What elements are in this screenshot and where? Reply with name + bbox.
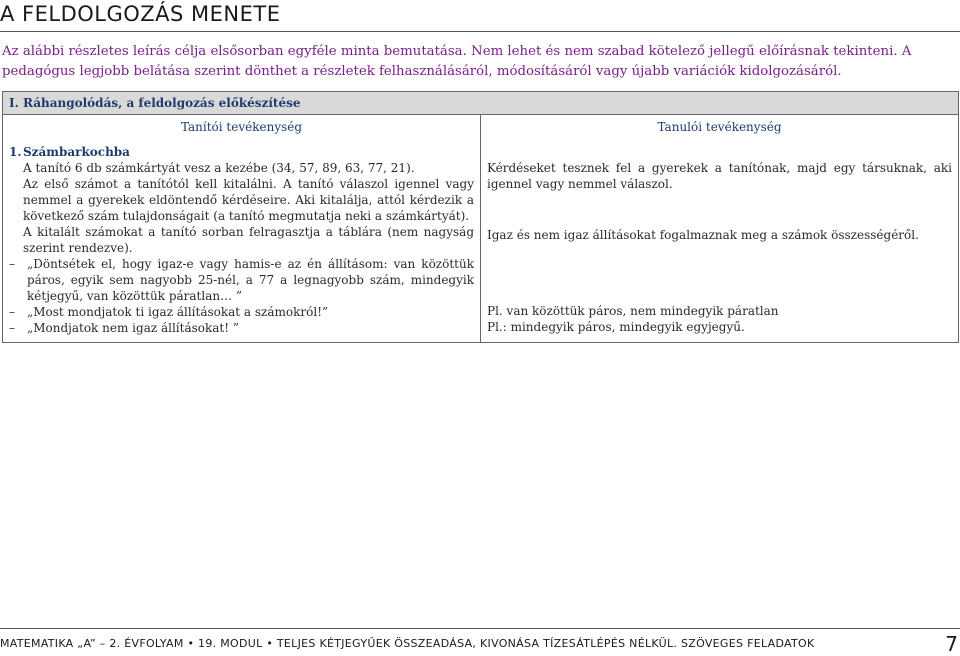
page-title: A FELDOLGOZÁS MENETE <box>0 2 281 26</box>
dash-bullet: – <box>9 321 15 335</box>
procedure-table <box>2 91 959 343</box>
dash-item-text: „Mondjatok nem igaz állításokat! ” <box>27 321 240 335</box>
footer-text: MATEMATIKA „A” – 2. ÉVFOLYAM • 19. MODUL • TELJES KÉTJEGYŰEK ÖSSZEADÁSA, KIVONÁSA TÍZESÁTLÉPÉS NÉLKÜL. SZÖVEGES FELADATOK <box>0 637 815 650</box>
dash-item <box>9 256 474 304</box>
task-number: 1. <box>9 145 22 159</box>
page-footer <box>0 628 960 656</box>
dash-bullet: – <box>9 305 15 319</box>
dash-item-text: „Most mondjatok ti igaz állításokat a számokról!” <box>27 305 329 319</box>
title-divider <box>0 31 960 32</box>
student-activity-cell <box>481 136 959 343</box>
dash-item-text: „Döntsétek el, hogy igaz-e vagy hamis-e az én állításom: van közöttük páros, egyik sem nagyobb 25-nél, a 77 a legnagyobb szám, mindegyik kétjegyű, van közöttük páratlan… ” <box>27 257 474 303</box>
teacher-activity-cell <box>3 136 481 343</box>
task-name: Számbarkochba <box>23 145 130 159</box>
section-heading: I. Ráhangolódás, a feldolgozás előkészítése <box>3 92 959 115</box>
teacher-column-header: Tanítói tevékenység <box>3 115 481 137</box>
task-line-2: Az első számot a tanítótól kell kitalálni. A tanító válaszol igennel vagy nemmel a gyerekek eldöntendő kérdéseire. Aki kitalálja, attól kérdezik a következő szám tulajdonságait (a tanító megmutatja neki a számkártyát). <box>23 177 474 223</box>
task-line-3: A kitalált számokat a tanító sorban felragasztja a táblára (nem nagyság szerint rendezve). <box>23 225 474 255</box>
dash-item <box>9 304 474 320</box>
student-text-1: Kérdéseket tesznek fel a gyerekek a tanítónak, majd egy társuknak, aki igennel vagy nemmel válaszol. <box>487 161 953 191</box>
student-example-2: Pl.: mindegyik páros, mindegyik egyjegyű. <box>487 320 745 334</box>
task-line-1: A tanító 6 db számkártyát vesz a kezébe (34, 57, 89, 63, 77, 21). <box>23 161 415 175</box>
page-number: 7 <box>945 632 958 656</box>
intro-paragraph: Az alábbi részletes leírás célja elsősorban egyféle minta bemutatása. Nem lehet és nem szabad kötelező jellegű előírásnak tekinteni. A pedagógus legjobb belátása szerint dönthet a részletek felhasználásáról, módosításáról vagy újabb variációk kidolgozásáról. <box>2 44 912 79</box>
student-text-2: Igaz és nem igaz állításokat fogalmaznak meg a számok összességéről. <box>487 228 919 242</box>
dash-item <box>9 320 474 336</box>
student-example-1: Pl. van közöttük páros, nem mindegyik páratlan <box>487 304 779 318</box>
dash-bullet: – <box>9 257 15 271</box>
student-column-header: Tanulói tevékenység <box>481 115 959 137</box>
task-title <box>9 144 474 160</box>
